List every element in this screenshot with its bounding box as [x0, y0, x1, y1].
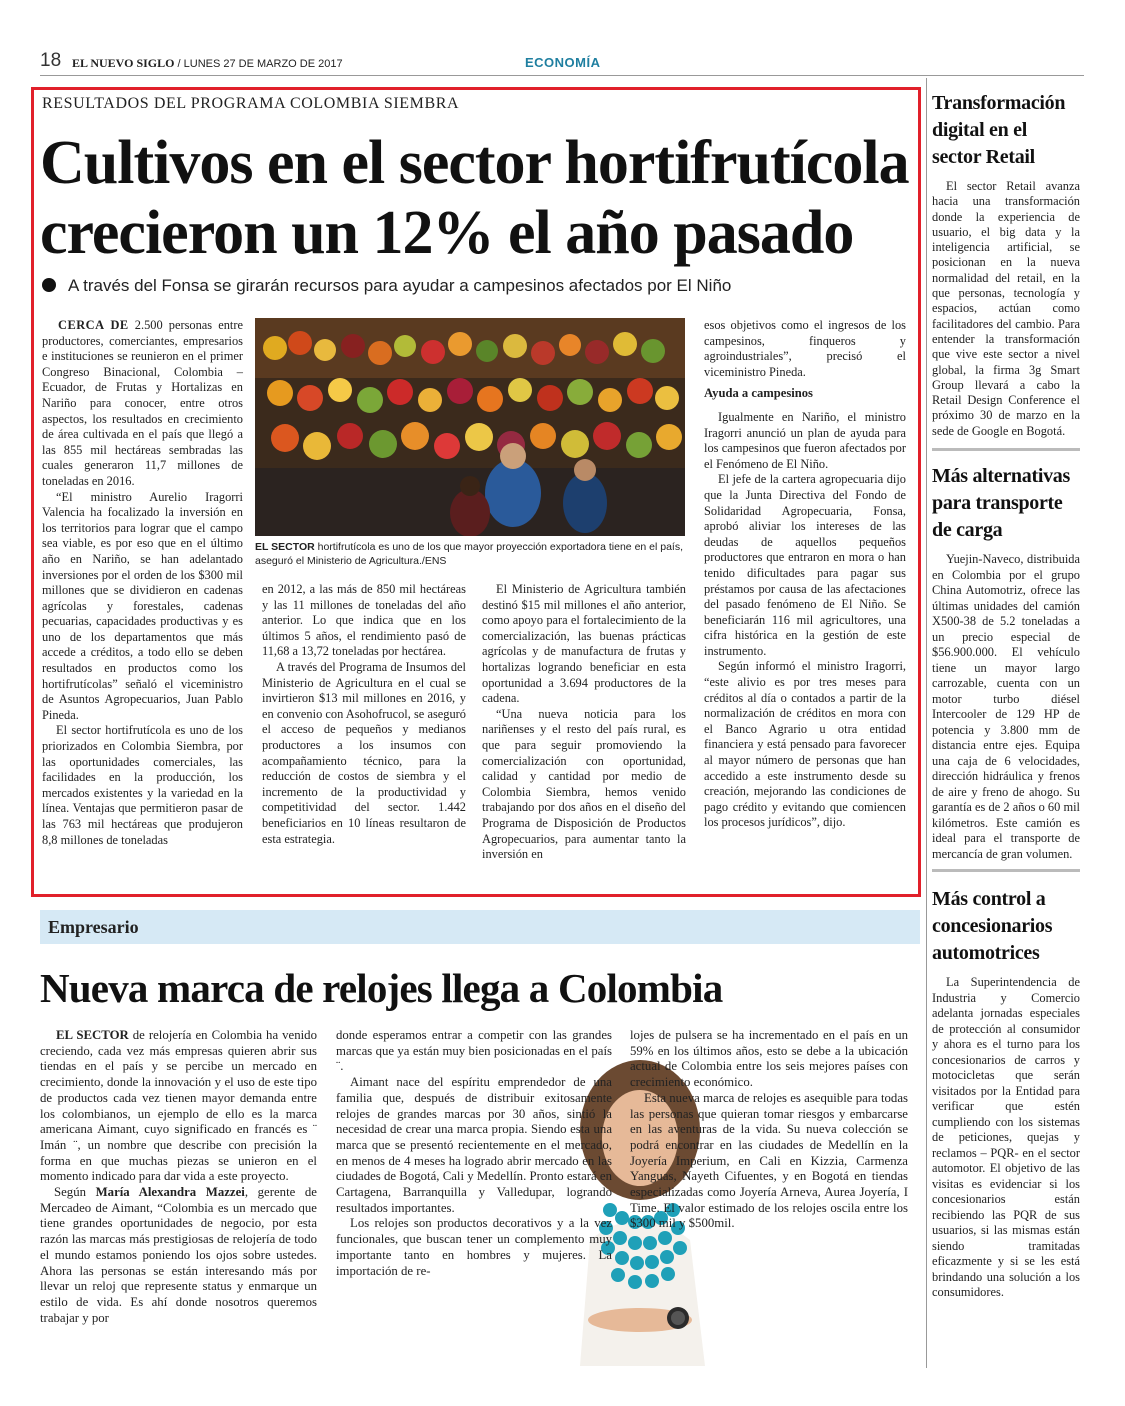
story-column-4: esos objetivos como el ingresos de los campesinos, finqueros y agroindustriales”, precisó el viceministro Pineda. Ayuda a campesinos Igualmente en Nariño, el ministro Iragorri anunció un plan de ayuda para los campesinos que fueron afectados por el Fenómeno de El Niño. El jefe de la cartera agropecuaria dijo que la Junta Directiva del Fondo de Solidaridad Agropecuaria, Fonsa, aprobó aliviar los intereses de las deudas de aquellos pequeños productores que entraron en mora o han tenido dificultades para pagar sus préstamos por causa de las afectaciones del pasado fenómeno de El Niño. Se beneficiarán 116 mil agricultores, una cifra histórica en la gestión de este instrumento. Según informó el ministro Iragorri, “este alivio es por tres meses para créditos al día o contados a partir de la normalización de créditos en mora con el Banco Agrario u otra entidad financiera y está pensado para favorecer al mayor número de personas que han accedido a este instrumento desde su creación, mejorando las condiciones de pago crédito y evitando que comiencen los procesos jurídicos”, dijo. [704, 318, 906, 830]
publication-name: EL NUEVO SIGLO [72, 56, 175, 70]
brief-title: Más alternativas para transporte de carga [932, 465, 1070, 542]
photo-caption: EL SECTOR hortifrutícola es uno de los que mayor proyección exportadora tiene en el país, aseguró el Ministerio de Agricultura./ENS [255, 541, 684, 567]
section-band [40, 910, 920, 944]
person-name: María Alexandra Mazzei [95, 1185, 245, 1200]
market-photo [255, 318, 685, 536]
brief-body: El sector Retail avanza hacia una transformación donde la experiencia de usuario, el big data y la inteligencia artificial, se posicionan en la nueva normalidad del retail, en la que personas, tecnología y espacios, actúan como facilitadores del cambio. Para entender la transformación que vive este sector a nivel global, la firma 3g Smart Group llevará a cabo la Retail Design Conference el próximo 30 de marzo en la sede de Google en Bogotá. [932, 179, 1080, 438]
story-subhead: A través del Fonsa se girarán recursos para ayudar a campesinos afectados por El Niño [42, 276, 731, 296]
story-kicker: RESULTADOS DEL PROGRAMA COLOMBIA SIEMBRA [42, 95, 460, 112]
story-column-1: CERCA DE 2.500 personas entre productores, comerciantes, empresarios e instituciones se reunieron en el primer Congreso Binacional, Colombia – Ecuador, de Frutas y Hortalizas en Nariño para conocer, entre otros aspectos, los resultados en crecimiento de área cultivada en el país que llegó a las 855 mil hectáreas sembradas las cuales generaron 11,7 millones de toneladas en 2016. “El ministro Aurelio Iragorri Valencia ha focalizado la inversión en los territorios para lograr que el campo sea viable, es por eso que en el último año en Nariño, se han adelantado inversiones por el orden de los $300 mil millones que se dividieron en cadenas agrícolas y forestales, cadenas pecuarias, capacidades productivas y es uno de los departamentos que más accede a créditos, a todo ello se deben resultados en productos como los hortifrutícolas” señaló el viceministro de Asuntos Agropecuarios, Juan Pablo Pineda. El sector hortifrutícola es uno de los priorizados en Colombia Siembra, por las oportunidades comerciales, las facilidades en la producción, los mercados existentes y la variedad en la línea. Ventajas que permitieron pasar de las 763 mil hectáreas que produjeron 8,8 millones de toneladas [42, 318, 243, 847]
sidebar-divider [926, 78, 927, 1368]
story-column-2: en 2012, a las más de 850 mil hectáreas y las 11 millones de toneladas del año anterior. Lo que indica que en los últimos 5 años, el rendimiento pasó de 11,68 a 13,72 toneladas por hectárea. A través del Programa de Insumos del Ministerio de Agricultura en el cual se invirtieron $13 mil millones en 2016, y en convenio con Asohofrucol, se aseguró el acceso de pequeños y medianos productores a los insumos con acompañamiento técnico, para la reducción de costos de siembra y el incremento de la productividad y competitividad del sector. 1.442 beneficiarios en 10 líneas resultaron de esta estrategia. [262, 582, 466, 846]
story2-column-1: EL SECTOR de relojería en Colombia ha venido creciendo, cada vez más empresas quieren abrir sus tiendas en el país y se percibe un mercado en crecimiento, donde la innovación y el uso de este tipo de productos cada vez tienen mayor demanda entre los colombianos, un ejemplo de ello es la marca americana Aimant, cuyo significado en francés es ¨ Imán ¨, un nombre que describe con precisión la forma en que muchas piezas se unieron en el momento indicado para dar vida a este proyecto. Según María Alexandra Mazzei, gerente de Mercadeo de Aimant, “Colombia es un mercado que tiene grandes oportunidades de negocio, por esta razón las marcas más prestigiosas de relojería de todo el mundo estamos poniendo los ojos sobre ustedes. Ahora las personas se están interesando más por llevar un reloj que represente status y enmarque un estilo de vida. Es ahí donde nosotros queremos trabajar y por [40, 1028, 317, 1325]
bullet-icon [42, 278, 56, 292]
sidebar-brief-concesionarios [932, 886, 1080, 1301]
story-column-3: El Ministerio de Agricultura también destinó $15 mil millones el año anterior, como apoyo para el fortalecimiento de la comercialización, las buenas prácticas agrícolas y de manufactura de frutas y hortalizas logrando beneficiar en esta oportunidad a 3.694 productores de la cadena. “Una nueva noticia para los nariñenses y el resto del país rural, es que para seguir promoviendo la comercialización con oportunidad, calidad y cantidad por medio de Colombia Siembra, hemos venido trabajando por dos años en el diseño del Programa de Disposición de Productos Agropecuarios, para aumentar tanto la inversión en [482, 582, 686, 862]
fruit-stand-image [255, 318, 685, 536]
brief-body: La Superintendencia de Industria y Comercio adelanta jornadas especiales de protección al consumidor y ahora es el turno para los concesionarios de carros y motocicletas que serán visitados por la Entidad para verificar que estén cumpliendo con los sistemas de peticiones, quejas y reclamos – PQR- en el sector automotor. El objetivo de las visitas es evidenciar si los concesionarios están recibiendo las PQR de sus usuarios, si las mismas están siendo tramitadas eficazmente y si se les está brindando una solución a los consumidores. [932, 975, 1080, 1300]
divider [932, 869, 1080, 872]
divider [932, 448, 1080, 451]
brief-title: Transformación digital en el sector Retail [932, 92, 1066, 168]
sidebar-brief-retail [932, 90, 1080, 439]
sidebar [932, 90, 1080, 1301]
brief-title: Más control a concesionarios automotrices [932, 888, 1053, 965]
page-header [40, 50, 1084, 76]
section-subhead: Ayuda a campesinos [704, 386, 813, 401]
story2-column-2: donde esperamos entrar a competir con las grandes marcas que ya están muy bien posicionadas en el país ¨. Aimant nace del espíritu emprendedor de una familia que, después de distribuir exitosamente relojes de grandes marcas por 30 años, sintió la necesidad de crear una marca propia. Siendo esta una marca que se presentó recientemente en el mercado, en menos de 4 meses ha logrado abrir mercado en las ciudades de Bogotá, Cali y Medellín. Pronto estará en Cartagena, Barranquilla y Valledupar, logrando resultados importantes. Los relojes son productos decorativos y a la vez funcionales, que buscan tener un complemento muy importante tanto en hombres y mujeres. La importación de re- [336, 1028, 612, 1278]
section-label: ECONOMÍA [525, 55, 601, 70]
publication-date: LUNES 27 DE MARZO DE 2017 [183, 58, 343, 70]
sidebar-brief-transporte [932, 463, 1080, 862]
story2-headline: Nueva marca de relojes llega a Colombia [40, 965, 723, 1011]
band-label: Empresario [48, 917, 139, 937]
brief-body: Yuejin-Naveco, distribuida en Colombia por el grupo China Automotriz, ofrece las últimas unidades del camión X500-38 de 5.2 toneladas a un precio especial de $56.900.000. El vehículo tiene un mayor largo carrozable, cuenta con un motor turbo diésel Intercooler de 129 HP de potencia y 3.800 mm de distancia entre ejes. Equipa una caja de 6 velocidades, dirección hidráulica y frenos de aire y freno de ahogo. Su garantía es de 2 años o 60 mil kilómetros. Este camión es ideal para el transporte de mercancía de gran volumen. [932, 552, 1080, 861]
publication-line: EL NUEVO SIGLO / LUNES 27 DE MARZO DE 2017 [72, 56, 343, 70]
story-headline: Cultivos en el sector hortifrutícola crecieron un 12% el año pasado [40, 129, 909, 267]
story2-column-3: lojes de pulsera se ha incrementado en el país en un 59% en los últimos años, esto se debe a la ubicación actual de Colombia entre los seis mejores países con crecimiento económico. Esta nueva marca de relojes es asequible para todas las personas que quieran tomar riesgos y embarcarse en las aventuras de la vida. Su nueva colección se podrá encontrar en las ciudades de Medellín en la Joyería Imperium, en Cali en Kizzia, Carmenza Yanguas, Nayeth Cifuentes, y en Bogotá en tiendas especializadas como Joyería Arneva, Aurea Joyería, I Time. El valor estimado de los relojes oscila entre los $300 mil y $500mil. [630, 1028, 908, 1231]
page-number: 18 [40, 50, 62, 71]
